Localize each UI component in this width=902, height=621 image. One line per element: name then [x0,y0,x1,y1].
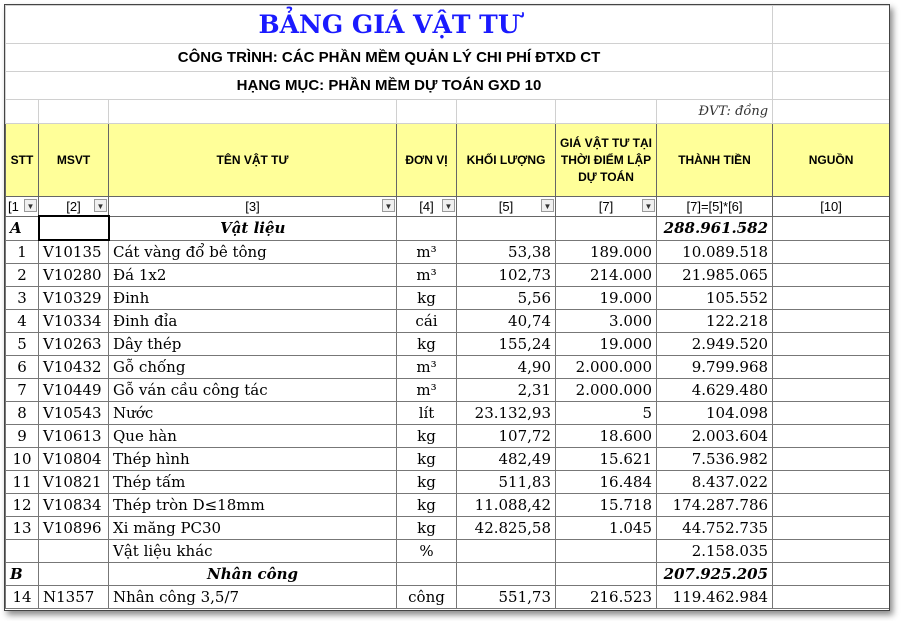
row-unit[interactable]: m³ [397,356,457,379]
row-price[interactable] [556,540,657,563]
row-msvt[interactable]: V10135 [39,240,109,264]
row-price[interactable]: 15.621 [556,448,657,471]
index-label: [3] [245,198,260,214]
index-stt[interactable] [6,197,39,217]
cell[interactable] [457,216,556,240]
table-row [6,517,890,540]
row-price[interactable]: 19.000 [556,333,657,356]
row-name[interactable]: Nhân công 3,5/7 [109,586,397,609]
row-total[interactable]: 174.287.786 [657,494,773,517]
row-stt[interactable]: 8 [6,402,39,425]
index-price[interactable] [556,197,657,217]
section-stt[interactable]: A [6,216,39,240]
row-quantity[interactable] [457,540,556,563]
table-row [6,310,890,333]
row-total[interactable]: 7.536.982 [657,448,773,471]
row-total[interactable]: 10.089.518 [657,240,773,264]
row-source[interactable] [773,425,890,448]
index-label: [7] [598,198,614,214]
row-msvt[interactable]: V10804 [39,448,109,471]
filter-dropdown-icon[interactable]: ▼ [24,199,37,212]
index-total[interactable]: [7]=[5]*[6] [657,197,773,217]
row-name[interactable]: Đinh đỉa [109,310,397,333]
filter-dropdown-icon[interactable]: ▼ [642,199,655,212]
price-table [5,5,890,609]
row-name[interactable]: Gỗ ván cầu công tác [109,379,397,402]
row-total[interactable]: 2.003.604 [657,425,773,448]
row-total[interactable]: 122.218 [657,310,773,333]
table-row [6,540,890,563]
row-unit[interactable]: m³ [397,379,457,402]
table-row [6,333,890,356]
header-unit[interactable]: ĐƠN VỊ [397,124,457,197]
row-unit[interactable]: m³ [397,240,457,264]
row-stt[interactable]: 2 [6,264,39,287]
cell[interactable] [397,216,457,240]
material-rows [6,240,890,563]
row-source[interactable] [773,356,890,379]
row-quantity[interactable]: 155,24 [457,333,556,356]
row-quantity[interactable]: 102,73 [457,264,556,287]
table-row [6,586,890,609]
row-msvt[interactable]: V10613 [39,425,109,448]
table-row [6,264,890,287]
index-msvt[interactable] [39,197,109,217]
index-quantity[interactable] [457,197,556,217]
row-price[interactable]: 214.000 [556,264,657,287]
row-name[interactable]: Đá 1x2 [109,264,397,287]
index-source[interactable]: [10] [773,197,890,217]
project-line[interactable]: CÔNG TRÌNH: CÁC PHẦN MỀM QUẢN LÝ CHI PHÍ ĐTXD CT [6,44,773,72]
row-stt[interactable]: 7 [6,379,39,402]
cell[interactable] [773,100,890,124]
row-name[interactable]: Cát vàng đổ bê tông [109,240,397,264]
row-unit[interactable]: kg [397,333,457,356]
section-total[interactable]: 207.925.205 [657,563,773,586]
currency-unit-note[interactable]: ĐVT: đồng [657,100,773,124]
table-row [6,402,890,425]
cell[interactable] [773,72,890,100]
row-source[interactable] [773,402,890,425]
row-name[interactable]: Nước [109,402,397,425]
cell[interactable] [457,100,556,124]
section-name[interactable]: Nhân công [109,563,397,586]
table-row [6,471,890,494]
row-msvt[interactable]: N1357 [39,586,109,609]
row-total[interactable]: 8.437.022 [657,471,773,494]
row-source[interactable] [773,333,890,356]
filter-dropdown-icon[interactable]: ▼ [442,199,455,212]
row-name[interactable]: Que hàn [109,425,397,448]
row-stt[interactable]: 9 [6,425,39,448]
row-quantity[interactable]: 2,31 [457,379,556,402]
row-quantity[interactable]: 511,83 [457,471,556,494]
cell[interactable] [109,100,397,124]
spreadsheet-window [4,4,890,611]
row-price[interactable]: 16.484 [556,471,657,494]
cell[interactable] [397,100,457,124]
filter-dropdown-icon[interactable]: ▼ [382,199,395,212]
column-header-row [6,124,890,197]
header-source[interactable]: NGUỒN [773,124,890,197]
row-unit[interactable]: % [397,540,457,563]
row-price[interactable]: 2.000.000 [556,379,657,402]
table-row [6,240,890,264]
row-msvt[interactable]: V10263 [39,333,109,356]
table-row [6,448,890,471]
row-total[interactable]: 2.158.035 [657,540,773,563]
cell[interactable] [556,100,657,124]
table-row [6,356,890,379]
row-quantity[interactable]: 5,56 [457,287,556,310]
row-quantity[interactable]: 53,38 [457,240,556,264]
row-source[interactable] [773,287,890,310]
row-name[interactable]: Đinh [109,287,397,310]
row-price[interactable]: 15.718 [556,494,657,517]
row-stt[interactable]: 4 [6,310,39,333]
row-unit[interactable]: m³ [397,264,457,287]
cell[interactable] [39,216,109,240]
row-source[interactable] [773,264,890,287]
row-unit[interactable]: cái [397,310,457,333]
sheet-title[interactable]: BẢNG GIÁ VẬT TƯ [6,6,773,44]
row-source[interactable] [773,471,890,494]
filter-dropdown-icon[interactable]: ▼ [541,199,554,212]
cell[interactable] [39,563,109,586]
section-total[interactable]: 288.961.582 [657,216,773,240]
cell[interactable] [556,216,657,240]
row-price[interactable]: 3.000 [556,310,657,333]
section-row-b [6,563,890,586]
table-row [6,287,890,310]
row-quantity[interactable]: 42.825,58 [457,517,556,540]
cell[interactable] [457,563,556,586]
row-source[interactable] [773,379,890,402]
section-stt[interactable]: B [6,563,39,586]
row-unit[interactable]: lít [397,402,457,425]
cell[interactable] [39,100,109,124]
row-source[interactable] [773,540,890,563]
row-quantity[interactable]: 40,74 [457,310,556,333]
cell[interactable] [6,100,39,124]
cell[interactable] [556,563,657,586]
row-msvt[interactable]: V10896 [39,517,109,540]
table-row [6,494,890,517]
row-total[interactable]: 2.949.520 [657,333,773,356]
header-total[interactable]: THÀNH TIỀN [657,124,773,197]
table-row [6,379,890,402]
cell[interactable] [773,216,890,240]
row-msvt[interactable]: V10334 [39,310,109,333]
index-unit[interactable] [397,197,457,217]
row-total[interactable]: 4.629.480 [657,379,773,402]
row-msvt[interactable]: V10449 [39,379,109,402]
row-quantity[interactable]: 11.088,42 [457,494,556,517]
row-msvt[interactable]: V10432 [39,356,109,379]
row-total[interactable]: 9.799.968 [657,356,773,379]
row-stt[interactable]: 11 [6,471,39,494]
row-stt[interactable]: 14 [6,586,39,609]
row-total[interactable]: 44.752.735 [657,517,773,540]
header-price[interactable]: GIÁ VẬT TƯ TẠI THỜI ĐIỂM LẬP DỰ TOÁN [556,124,657,197]
row-price[interactable]: 18.600 [556,425,657,448]
cell[interactable] [773,563,890,586]
row-source[interactable] [773,310,890,333]
index-name[interactable] [109,197,397,217]
table-row [6,425,890,448]
row-stt[interactable]: 6 [6,356,39,379]
filter-dropdown-icon[interactable]: ▼ [94,199,107,212]
row-name[interactable]: Vật liệu khác [109,540,397,563]
row-name[interactable]: Thép hình [109,448,397,471]
row-unit[interactable]: kg [397,425,457,448]
row-price[interactable]: 1.045 [556,517,657,540]
row-stt[interactable] [6,540,39,563]
row-unit[interactable]: kg [397,448,457,471]
header-name[interactable]: TÊN VẬT TƯ [109,124,397,197]
row-name[interactable]: Thép tròn D≤18mm [109,494,397,517]
row-price[interactable]: 189.000 [556,240,657,264]
filter-row [6,197,890,217]
row-stt[interactable]: 12 [6,494,39,517]
row-source[interactable] [773,240,890,264]
row-quantity[interactable]: 551,73 [457,586,556,609]
row-stt[interactable]: 13 [6,517,39,540]
row-name[interactable]: Dây thép [109,333,397,356]
row-quantity[interactable]: 4,90 [457,356,556,379]
section-row-a [6,216,890,240]
index-label: [2] [66,198,81,214]
row-price[interactable]: 19.000 [556,287,657,310]
header-msvt[interactable]: MSVT [39,124,109,197]
row-quantity[interactable]: 23.132,93 [457,402,556,425]
row-source[interactable] [773,448,890,471]
item-line[interactable]: HẠNG MỤC: PHẦN MỀM DỰ TOÁN GXD 10 [6,72,773,100]
cell[interactable] [397,563,457,586]
row-total[interactable]: 21.985.065 [657,264,773,287]
row-msvt[interactable] [39,540,109,563]
row-stt[interactable]: 10 [6,448,39,471]
row-quantity[interactable]: 482,49 [457,448,556,471]
row-source[interactable] [773,494,890,517]
index-label: [5] [498,198,514,214]
row-stt[interactable]: 1 [6,240,39,264]
row-price[interactable]: 2.000.000 [556,356,657,379]
row-source[interactable] [773,517,890,540]
section-name[interactable]: Vật liệu [109,216,397,240]
row-msvt[interactable]: V10329 [39,287,109,310]
row-unit[interactable]: kg [397,471,457,494]
row-stt[interactable]: 5 [6,333,39,356]
cell[interactable] [773,586,890,609]
row-quantity[interactable]: 107,72 [457,425,556,448]
row-stt[interactable]: 3 [6,287,39,310]
row-msvt[interactable]: V10821 [39,471,109,494]
row-name[interactable]: Thép tấm [109,471,397,494]
header-quantity[interactable]: KHỐI LƯỢNG [457,124,556,197]
index-label: [4] [419,198,434,214]
header-stt[interactable]: STT [6,124,39,197]
row-unit[interactable]: kg [397,494,457,517]
row-price[interactable]: 5 [556,402,657,425]
row-total[interactable]: 104.098 [657,402,773,425]
row-name[interactable]: Xi măng PC30 [109,517,397,540]
row-msvt[interactable]: V10280 [39,264,109,287]
row-total[interactable]: 119.462.984 [657,586,773,609]
row-unit[interactable]: kg [397,517,457,540]
row-price[interactable]: 216.523 [556,586,657,609]
row-unit[interactable]: công [397,586,457,609]
row-msvt[interactable]: V10834 [39,494,109,517]
row-total[interactable]: 105.552 [657,287,773,310]
cell[interactable] [773,6,890,44]
row-msvt[interactable]: V10543 [39,402,109,425]
row-name[interactable]: Gỗ chống [109,356,397,379]
cell[interactable] [773,44,890,72]
row-unit[interactable]: kg [397,287,457,310]
index-label: [1 [8,198,19,214]
